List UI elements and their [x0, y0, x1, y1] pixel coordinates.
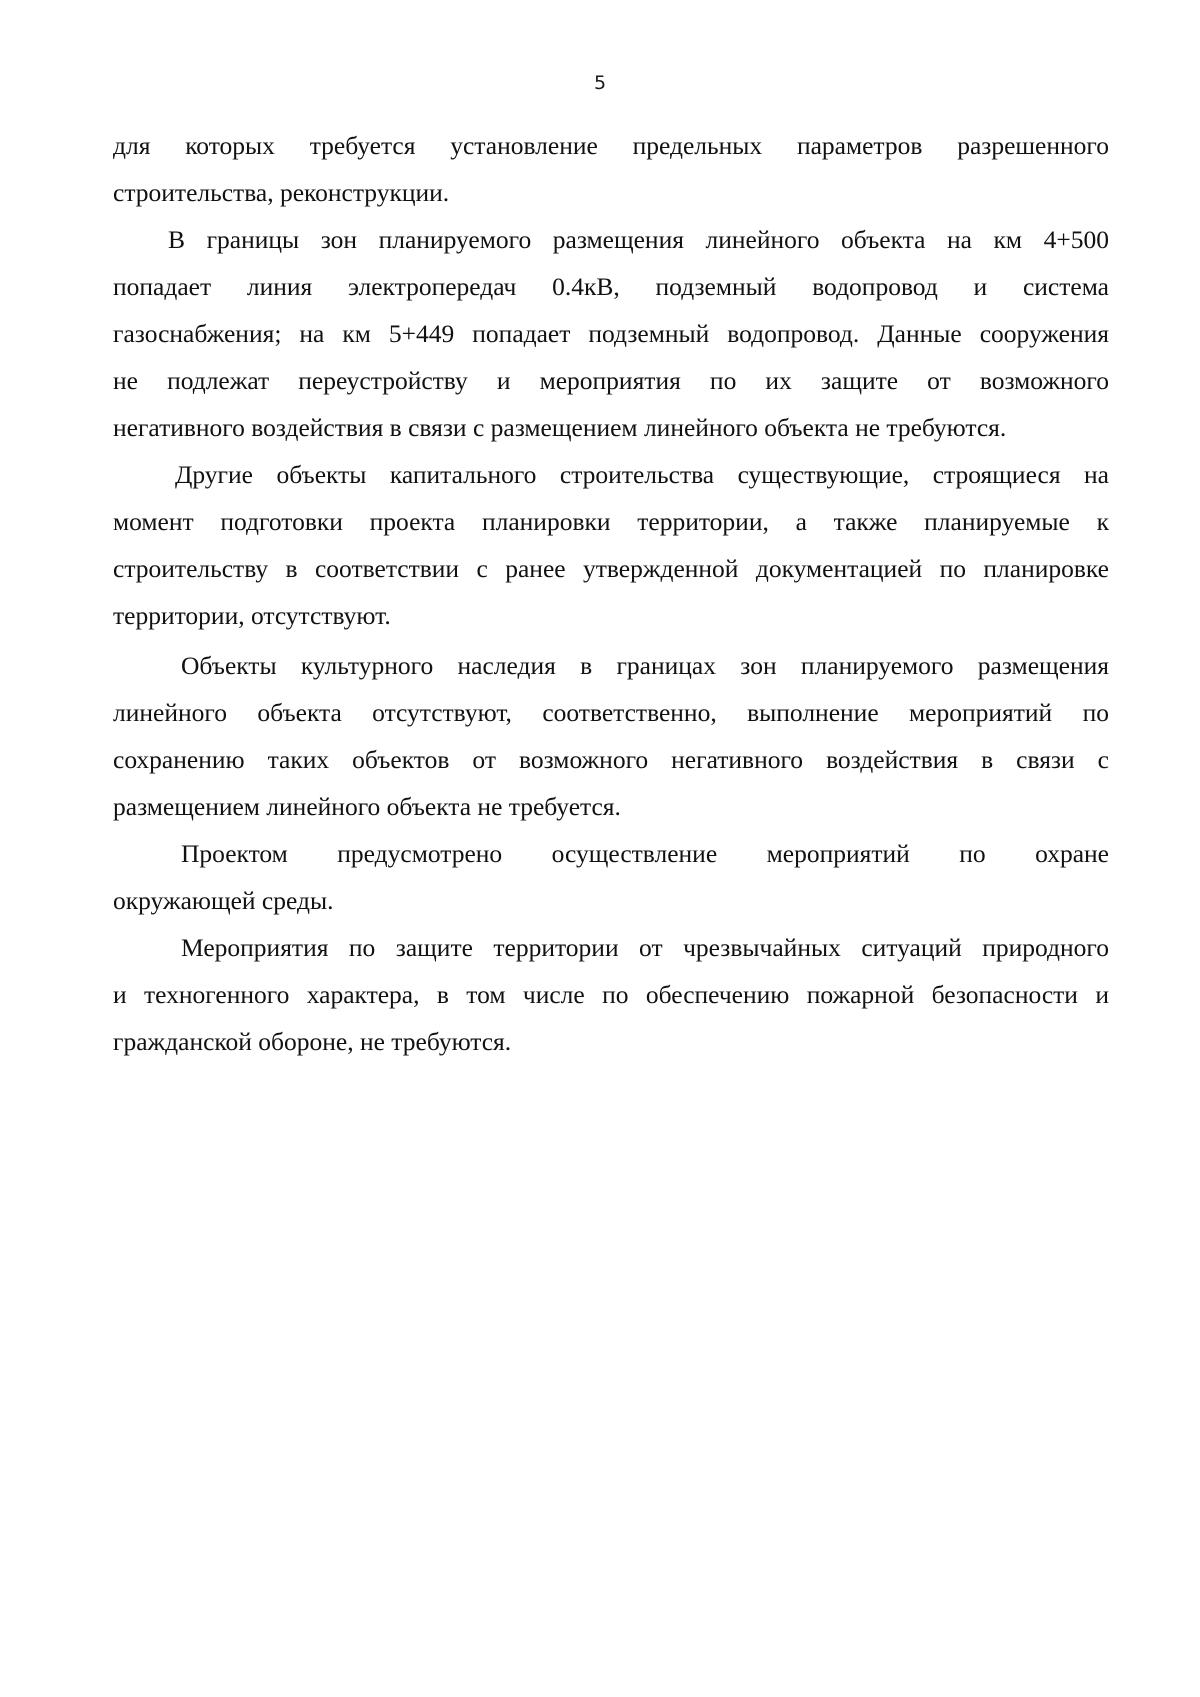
text-line: Другие объекты капитального строительства существующие, строящиеся на — [175, 460, 1109, 489]
text-line: территории, отсутствуют. — [113, 601, 391, 630]
text-line: газоснабжения; на км 5+449 попадает подземный водопровод. Данные сооружения — [113, 319, 1109, 348]
text-line: строительства, реконструкции. — [113, 178, 450, 207]
text-line: строительству в соответствии с ранее утвержденной документацией по планировке — [113, 554, 1109, 583]
text-line: Мероприятия по защите территории от чрезвычайных ситуаций природного — [181, 933, 1109, 962]
paragraph-1 — [113, 122, 1109, 216]
text-line: гражданской обороне, не требуются. — [113, 1027, 512, 1056]
paragraph-3 — [113, 451, 1109, 639]
text-line: Объекты культурного наследия в границах зон планируемого размещения — [181, 651, 1109, 680]
text-line: момент подготовки проекта планировки территории, а также планируемые к — [113, 507, 1109, 536]
text-line: для которых требуется установление предельных параметров разрешенного — [113, 131, 1109, 160]
text-line: окружающей среды. — [113, 886, 334, 915]
text-line: размещением линейного объекта не требуется. — [113, 792, 621, 821]
text-line: негативного воздействия в связи с размещением линейного объекта не требуются. — [113, 413, 1007, 442]
paragraph-6 — [113, 924, 1109, 1065]
paragraph-4 — [113, 642, 1109, 830]
text-line: сохранению таких объектов от возможного негативного воздействия в связи с — [113, 745, 1109, 774]
paragraph-2 — [113, 216, 1109, 451]
document-body — [113, 122, 1109, 1065]
page-number: 5 — [593, 72, 607, 94]
text-line: не подлежат переустройству и мероприятия по их защите от возможного — [113, 366, 1109, 395]
text-line: линейного объекта отсутствуют, соответственно, выполнение мероприятий по — [113, 698, 1109, 727]
text-line: попадает линия электропередач 0.4кВ, подземный водопровод и система — [113, 272, 1109, 301]
text-line: В границы зон планируемого размещения линейного объекта на км 4+500 — [168, 225, 1109, 254]
text-line: Проектом предусмотрено осуществление мероприятий по охране — [181, 839, 1109, 868]
paragraph-5 — [113, 830, 1109, 924]
text-line: и техногенного характера, в том числе по обеспечению пожарной безопасности и — [113, 980, 1109, 1009]
